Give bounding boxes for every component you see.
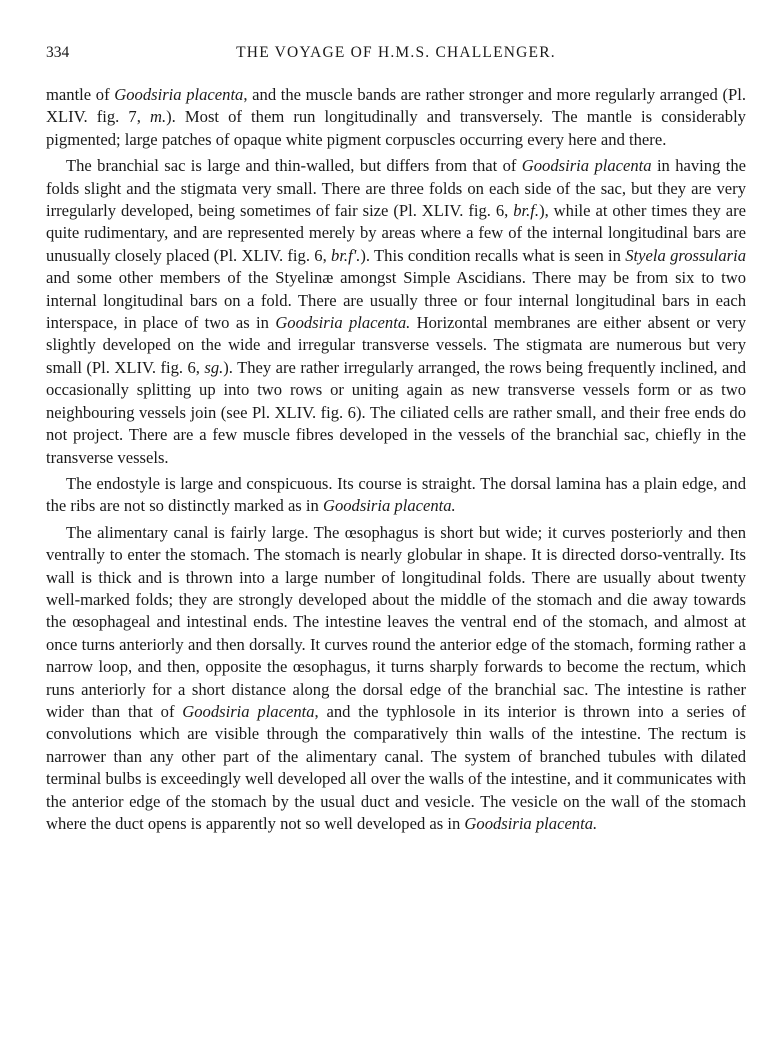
text-run: and some other members of the Styelinæ amongst Simple Ascidians. There may be from six to two internal longitudinal bars on a fold. There are usually three or four internal longitudinal bars in each interspace, in place of two as in [46, 268, 746, 333]
italic-term: m. [149, 107, 167, 127]
body-text [46, 84, 746, 839]
italic-term: sg. [204, 357, 224, 377]
italic-term: Goodsiria placenta [182, 701, 315, 721]
paragraph-endostyle [46, 473, 746, 518]
italic-term: br.f'. [331, 245, 361, 265]
text-run: , and the typhlosole in its interior is thrown into a series of convolutions which are visible through the comparatively thin walls of the intestine. The rectum is narrower than any other part of the alimentary canal. The system of branched tubules with dilated terminal bulbs is exceedingly well developed all over the walls of the intestine, and it communicates with the anterior edge of the stomach by the usual duct and vesicle. The vesicle on the wall of the stomach where the duct opens is apparently not so well developed as in [46, 701, 746, 833]
text-run: ), while at other times they are quite rudimentary, and are represented merely by areas where a few of the internal longitudinal bars are unusually closely placed (Pl. XLIV. fig. 6, [46, 201, 747, 265]
page-number: 334 [46, 44, 70, 61]
italic-term: Styela grossularia [625, 245, 746, 265]
text-run: The endostyle is large and conspicuous. Its course is straight. The dorsal lamina has a plain edge, and the ribs are not so distinctly marked as in [46, 473, 746, 516]
paragraph-branchial-sac [46, 155, 746, 469]
text-run: ). They are rather irregularly arranged, the rows being frequently inclined, and occasionally splitting up into two rows or uniting again as new transverse vessels form or as two neighbouring vessels join (see Pl. XLIV. fig. 6). The ciliated cells are rather small, and their free ends do not project. There are a few muscle fibres developed in the vessels of the branchial sac, chiefly in the transverse vessels. [46, 357, 746, 467]
text-run: mantle of [46, 85, 115, 104]
page-header [46, 44, 746, 68]
italic-term: Goodsiria placenta. [464, 814, 598, 833]
italic-term: Goodsiria placenta. [322, 496, 456, 516]
running-head: THE VOYAGE OF H.M.S. CHALLENGER. [236, 44, 556, 61]
text-run: The alimentary canal is fairly large. The œsophagus is short but wide; it curves posteriorly and then ventrally to enter the stomach. The stomach is nearly globular in shape. It is directed dorso-ventrally. Its wall is thick and is thrown into a large number of longitudinal folds. There are usually about twenty well-marked folds; they are strongly developed about the middle of the stomach and die away towards the œsophageal and intestinal ends. The intestine leaves the ventral end of the stomach, and almost at once turns anteriorly and then dorsally. It curves round the anterior edge of the stomach, forming rather a narrow loop, and then, opposite the œsophagus, it turns sharply forwards to become the rectum, which runs anteriorly for a short distance along the dorsal edge of the branchial sac. The intestine is rather wider than that of [46, 522, 746, 721]
text-run: ). Most of them run longitudinally and transversely. The mantle is considerably pigmented; large patches of opaque white pigment corpuscles occurring every here and there. [46, 107, 746, 149]
text-run: Horizontal membranes are either absent or very slightly developed on the wide and irregular transverse vessels. The stigmata are numerous but very small (Pl. XLIV. fig. 6, [46, 313, 746, 377]
italic-term: Goodsiria placenta [521, 156, 652, 176]
italic-term: br.f. [513, 201, 540, 221]
text-run: The branchial sac is large and thin-walled, but differs from that of [66, 156, 522, 176]
text-run: , and the muscle bands are rather stronger and more regularly arranged (Pl. XLIV. fig. 7, [46, 85, 746, 127]
paragraph-alimentary-canal [46, 522, 746, 836]
italic-term: Goodsiria placenta [114, 85, 244, 104]
text-run: ). This condition recalls what is seen in [360, 245, 626, 265]
text-run: in having the folds slight and the stigmata very small. There are three folds on each side of the sac, but they are very irregularly developed, being sometimes of fair size (Pl. XLIV. fig. 6, [46, 156, 747, 221]
paragraph-mantle [46, 84, 746, 151]
italic-term: Goodsiria placenta. [275, 313, 411, 333]
